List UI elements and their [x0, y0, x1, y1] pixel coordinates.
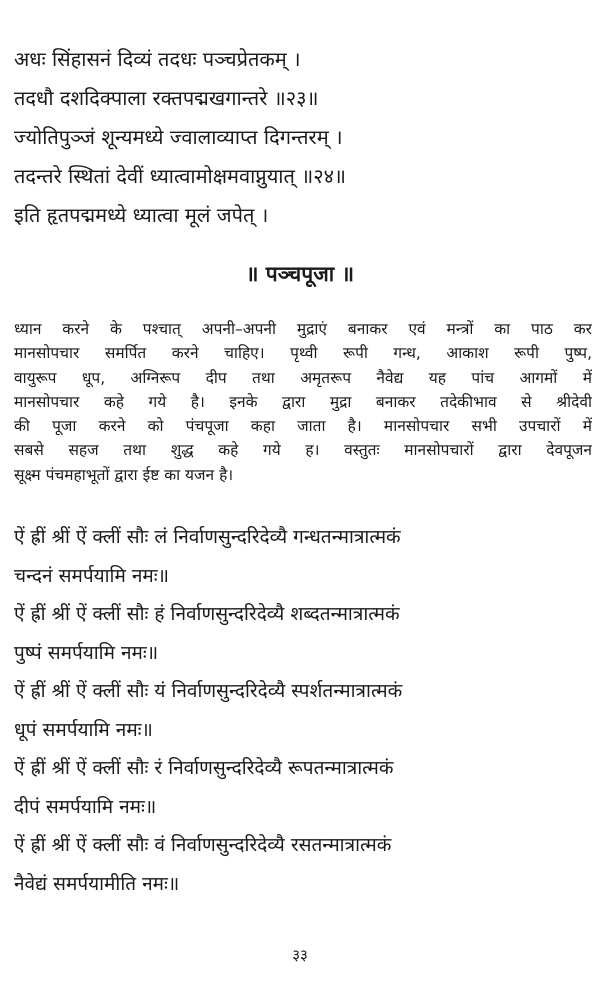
verse-line: तदन्तरे स्थितां देवीं ध्यात्वामोक्षमवाप्नुयात् ॥२४॥ — [14, 164, 346, 188]
mantra-line: ऐं ह्रीं श्रीं ऐं क्लीं सौः वं निर्वाणसुन्दरिदेव्यै रसतन्मात्रात्मकं — [14, 834, 392, 856]
mantra-line: ऐं ह्रीं श्रीं ऐं क्लीं सौः लं निर्वाणसुन्दरिदेव्यै गन्धतन्मात्रात्मकं — [14, 526, 401, 548]
verse-block — [14, 40, 594, 235]
prose-line: की पूजा करने को पंचपूजा कहा जाता है। मानसोपचार सभी उपचारों में — [14, 417, 592, 436]
prose-line: ध्यान करने के पश्चात् अपनी–अपनी मुद्राएं बनाकर एवं मन्त्रों का पाठ कर — [14, 320, 592, 338]
mantra-line: चन्दनं समर्पयामि नमः॥ — [14, 564, 169, 587]
prose-line: सूक्ष्म पंचमहाभूतों द्वारा ईष्ट का यजन है। — [14, 465, 234, 484]
verse-line: अधः सिंहासनं दिव्यं तदधः पञ्चप्रेतकम् । — [14, 47, 301, 71]
prose-paragraph — [14, 317, 592, 487]
mantra-line: नैवेद्यं समर्पयामीति नमः॥ — [14, 872, 180, 895]
prose-line: मानसोपचार कहे गये है। इनके द्वारा मुद्रा बनाकर तदेकीभाव से श्रीदेवी — [14, 392, 592, 411]
page-number: ३३ — [292, 946, 308, 964]
verse-line: ज्योतिपुञ्जं शून्यमध्ये ज्वालाव्याप्त दिगन्तरम् । — [14, 125, 343, 149]
prose-line: सबसे सहज तथा शुद्ध कहे गये ह। वस्तुतः मानसोपचारों द्वारा देवपूजन — [14, 441, 592, 460]
prose-line: वायुरूप धूप, अग्निरूप दीप तथा अमृतरूप नैवेद्य यह पांच आगमों में — [14, 368, 592, 387]
mantra-block — [14, 518, 594, 903]
mantra-line: धूपं समर्पयामि नमः॥ — [14, 718, 153, 741]
mantra-line: ऐं ह्रीं श्रीं ऐं क्लीं सौः यं निर्वाणसुन्दरिदेव्यै स्पर्शतन्मात्रात्मकं — [14, 680, 403, 702]
verse-line: तदधौ दशदिक्पाला रक्तपद्मखगान्तरे ॥२३॥ — [14, 86, 319, 110]
mantra-line: ऐं ह्रीं श्रीं ऐं क्लीं सौः रं निर्वाणसुन्दरिदेव्यै रूपतन्मात्रात्मकं — [14, 757, 394, 779]
section-heading: ॥ पञ्चपूजा ॥ — [245, 262, 355, 286]
mantra-line: दीपं समर्पयामि नमः॥ — [14, 795, 157, 818]
verse-line: इति हृतपद्ममध्ये ध्यात्वा मूलं जपेत् । — [14, 203, 269, 227]
mantra-line: पुष्पं समर्पयामि नमः॥ — [14, 641, 159, 664]
mantra-line: ऐं ह्रीं श्रीं ऐं क्लीं सौः हं निर्वाणसुन्दरिदेव्यै शब्दतन्मात्रात्मकं — [14, 603, 400, 625]
prose-line: मानसोपचार समर्पित करने चाहिए। पृथ्वी रूपी गन्ध, आकाश रूपी पुष्प, — [14, 344, 592, 363]
